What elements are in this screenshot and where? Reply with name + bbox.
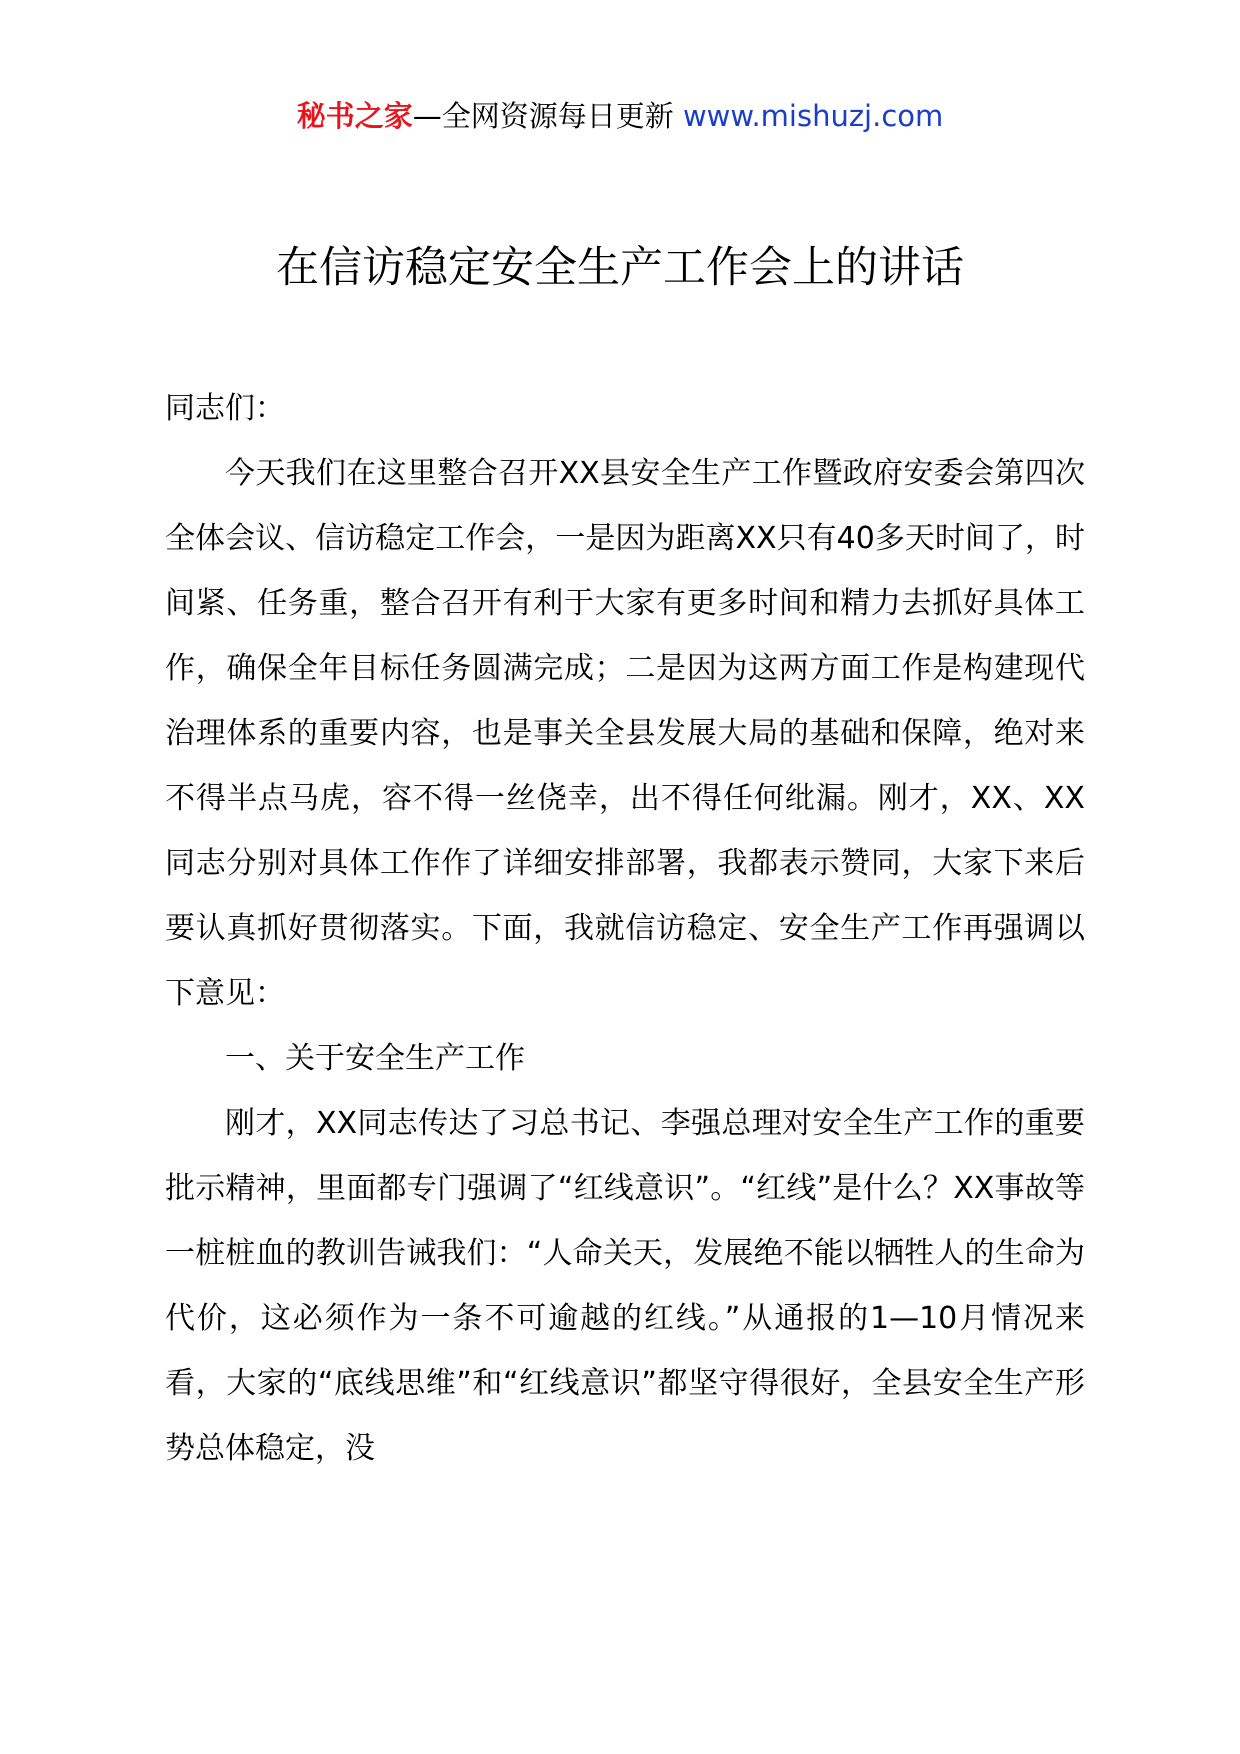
site-brand: 秘书之家 bbox=[296, 99, 413, 133]
section-heading: 一、关于安全生产工作 bbox=[225, 1041, 525, 1076]
document-body bbox=[165, 376, 1085, 1481]
document-title: 在信访稳定安全生产工作会上的讲话 bbox=[276, 243, 964, 293]
site-url-link[interactable]: www.mishuzj.com bbox=[682, 99, 944, 133]
salutation: 同志们： bbox=[165, 391, 285, 426]
body-paragraph: 今天我们在这里整合召开XX县安全生产工作暨政府安委会第四次全体会议、信访稳定工作会，一是因为距离XX只有40多天时间了，时间紧、任务重，整合召开有利于大家有更多时间和精力去抓好具体工作，确保全年目标任务圆满完成；二是因为这两方面工作是构建现代治理体系的重要内容，也是事关全县发展大局的基础和保障，绝对来不得半点马虎，容不得一丝侥幸，出不得任何纰漏。刚才，XX、XX同志分别对具体工作作了详细安排部署，我都表示赞同，大家下来后要认真抓好贯彻落实。下面，我就信访稳定、安全生产工作再强调以下意见： bbox=[165, 456, 1085, 1011]
site-header bbox=[0, 96, 1240, 136]
site-tagline: —全网资源每日更新 bbox=[412, 99, 674, 133]
body-paragraph: 刚才，XX同志传达了习总书记、李强总理对安全生产工作的重要批示精神，里面都专门强调了“红线意识”。“红线”是什么？XX事故等一桩桩血的教训告诫我们：“人命关天，发展绝不能以牺牲人的生命为代价，这必须作为一条不可逾越的红线。”从通报的1—10月情况来看，大家的“底线思维”和“红线意识”都坚守得很好，全县安全生产形势总体稳定，没 bbox=[165, 1106, 1085, 1466]
